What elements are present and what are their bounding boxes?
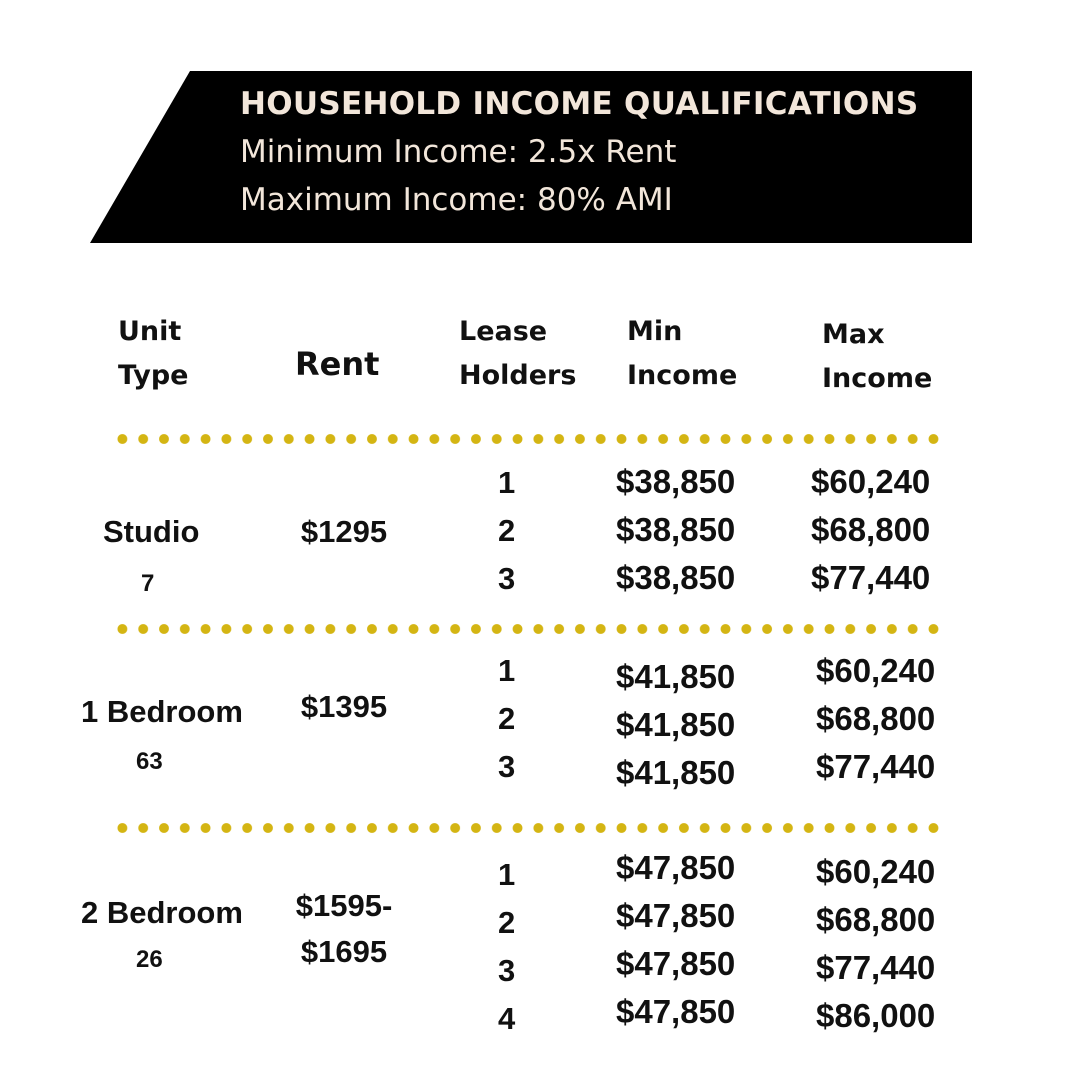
minimum-income-rule: Minimum Income: 2.5x Rent — [240, 134, 677, 170]
dotted-divider — [112, 431, 944, 447]
max-income-value: $77,440 — [816, 949, 936, 986]
unit-count: 26 — [136, 946, 163, 973]
unit-type: 2 Bedroom — [81, 895, 243, 930]
lease-holders-value: 1 — [498, 465, 516, 500]
maximum-income-rule: Maximum Income: 80% AMI — [240, 182, 673, 218]
max-income-value: $77,440 — [811, 559, 931, 596]
dotted-divider — [112, 820, 944, 836]
lease-holders-value: 2 — [498, 513, 516, 548]
header-lease-holders: Lease Holders — [459, 316, 577, 391]
rent-value: $1295 — [300, 514, 388, 549]
max-income-value: $68,800 — [816, 700, 936, 737]
max-income-value: $68,800 — [816, 901, 936, 938]
min-income-value: $38,850 — [616, 559, 736, 596]
lease-holders-value: 3 — [498, 953, 516, 988]
max-income-value: $68,800 — [811, 511, 931, 548]
dotted-divider — [112, 621, 944, 637]
min-income-value: $47,850 — [616, 993, 736, 1030]
max-income-value: $60,240 — [816, 652, 936, 689]
unit-type: 1 Bedroom — [81, 694, 243, 729]
max-income-value: $86,000 — [816, 997, 936, 1034]
min-income-value: $47,850 — [616, 897, 736, 934]
lease-holders-value: 2 — [498, 701, 516, 736]
min-income-value: $41,850 — [616, 754, 736, 791]
unit-count: 63 — [136, 748, 163, 775]
lease-holders-value: 4 — [498, 1001, 516, 1036]
unit-type: Studio — [103, 514, 200, 549]
max-income-value: $60,240 — [811, 463, 931, 500]
header-min-income: Min Income — [627, 316, 738, 391]
rent-value: $1395 — [300, 689, 388, 724]
unit-count: 7 — [141, 570, 155, 597]
lease-holders-value: 3 — [498, 749, 516, 784]
min-income-value: $38,850 — [616, 463, 736, 500]
header-rent: Rent — [295, 345, 380, 383]
min-income-value: $47,850 — [616, 849, 736, 886]
min-income-value: $38,850 — [616, 511, 736, 548]
lease-holders-value: 1 — [498, 857, 516, 892]
rent-value: $1595- $1695 — [295, 888, 393, 969]
lease-holders-value: 3 — [498, 561, 516, 596]
banner-title: HOUSEHOLD INCOME QUALIFICATIONS — [240, 86, 919, 122]
header-unit-type: Unit Type — [118, 316, 189, 391]
min-income-value: $41,850 — [616, 658, 736, 695]
min-income-value: $47,850 — [616, 945, 736, 982]
header-max-income: Max Income — [822, 319, 933, 394]
lease-holders-value: 2 — [498, 905, 516, 940]
max-income-value: $77,440 — [816, 748, 936, 785]
lease-holders-value: 1 — [498, 653, 516, 688]
max-income-value: $60,240 — [816, 853, 936, 890]
min-income-value: $41,850 — [616, 706, 736, 743]
